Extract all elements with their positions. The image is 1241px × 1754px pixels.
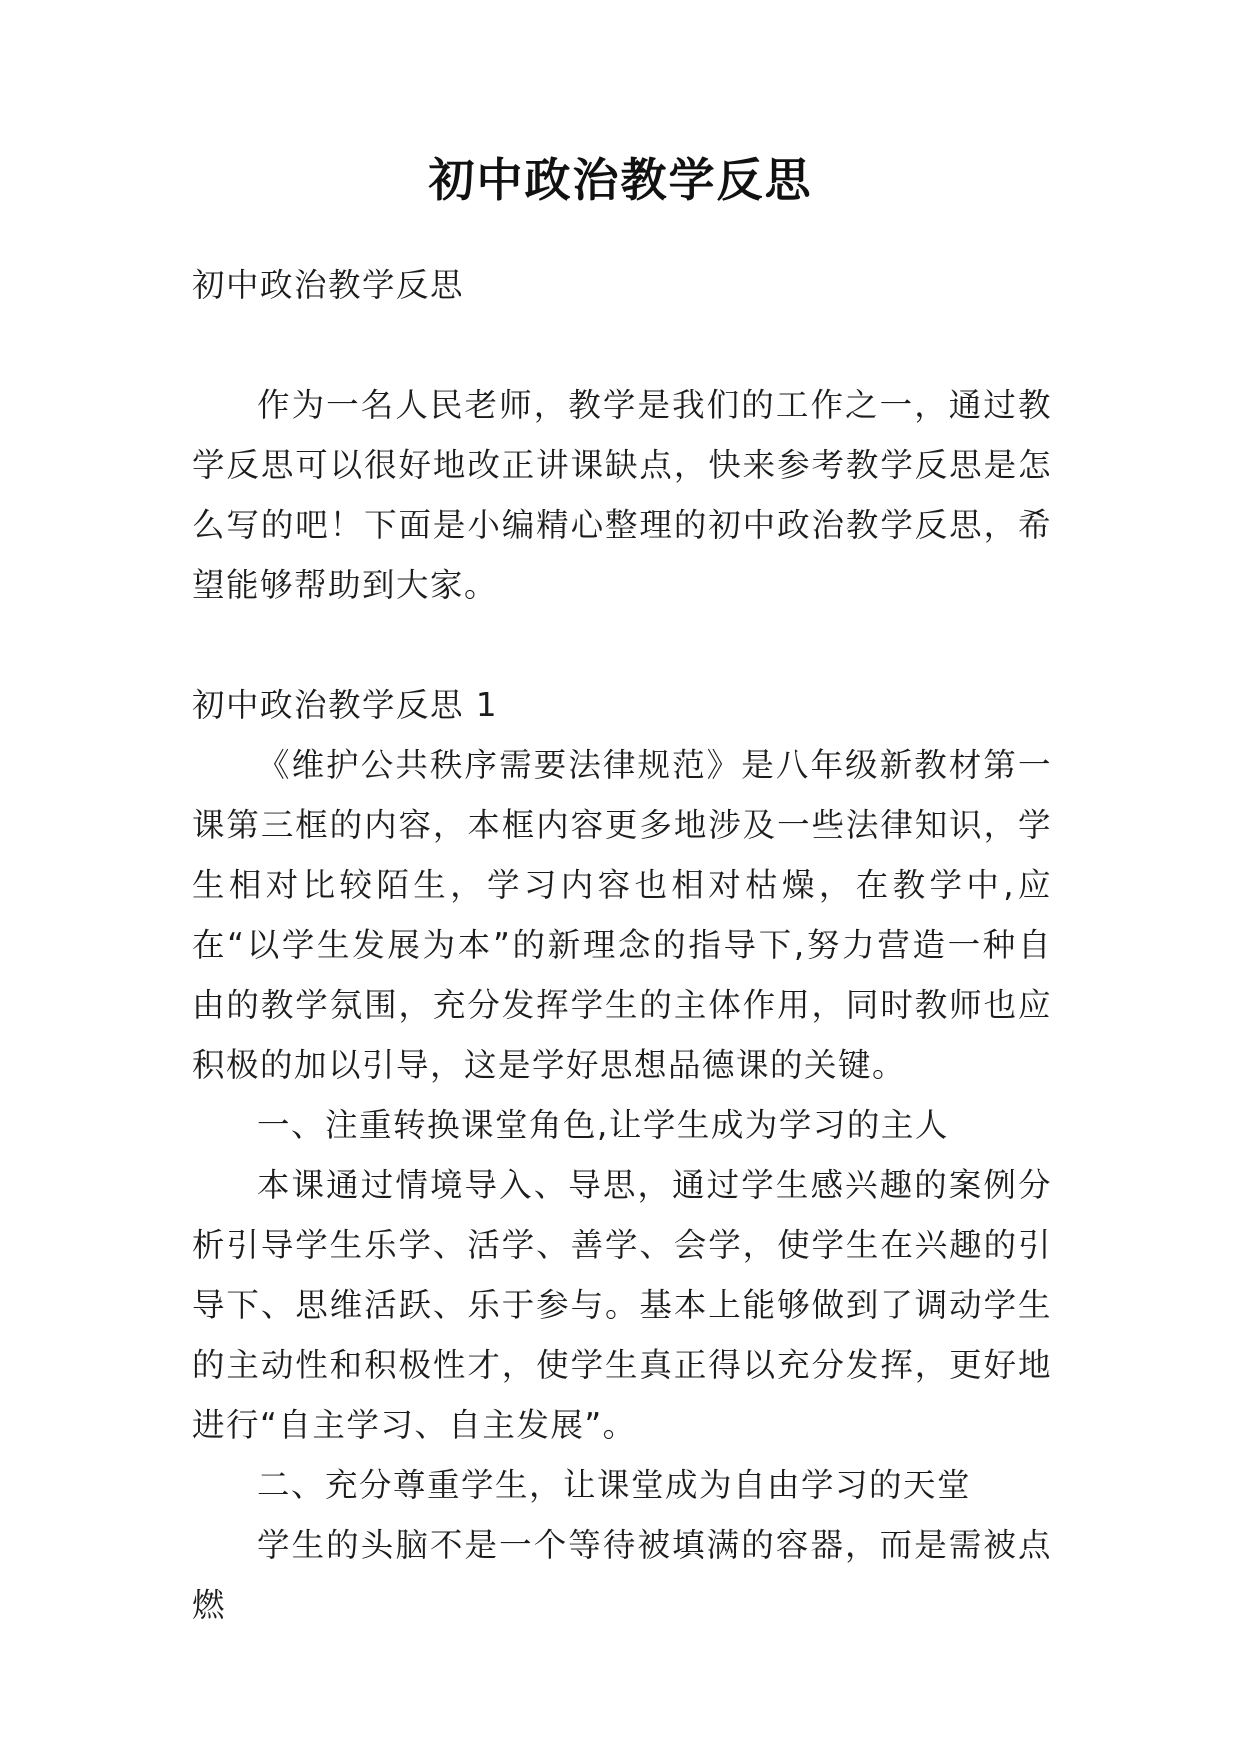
intro-paragraph: 作为一名人民老师，教学是我们的工作之一，通过教学反思可以很好地改正讲课缺点，快来参考教学反思是怎么写的吧！下面是小编精心整理的初中政治教学反思，希望能够帮助到大家。 — [192, 386, 1052, 604]
document-body — [192, 255, 1052, 1635]
point-heading: 一、注重转换课堂角色,让学生成为学习的主人 — [257, 1106, 949, 1144]
point-paragraph: 本课通过情境导入、导思，通过学生感兴趣的案例分析引导学生乐学、活学、善学、会学，使学生在兴趣的引导下、思维活跃、乐于参与。基本上能够做到了调动学生的主动性和积极性才，使学生真正得以充分发挥，更好地进行“自主学习、自主发展”。 — [192, 1166, 1052, 1444]
section-paragraph: 《维护公共秩序需要法律规范》是八年级新教材第一课第三框的内容，本框内容更多地涉及一些法律知识，学生相对比较陌生，学习内容也相对枯燥，在教学中,应在“以学生发展为本”的新理念的指导下,努力营造一种自由的教学氛围，充分发挥学生的主体作用，同时教师也应积极的加以引导，这是学好思想品德课的关键。 — [192, 746, 1052, 1084]
document-subtitle: 初中政治教学反思 — [192, 266, 465, 304]
point-paragraph: 学生的头脑不是一个等待被填满的容器，而是需被点燃 — [192, 1526, 1052, 1624]
section-heading: 初中政治教学反思 1 — [192, 686, 499, 724]
document-title: 初中政治教学反思 — [428, 153, 813, 207]
point-heading: 二、充分尊重学生，让课堂成为自由学习的天堂 — [257, 1466, 972, 1504]
